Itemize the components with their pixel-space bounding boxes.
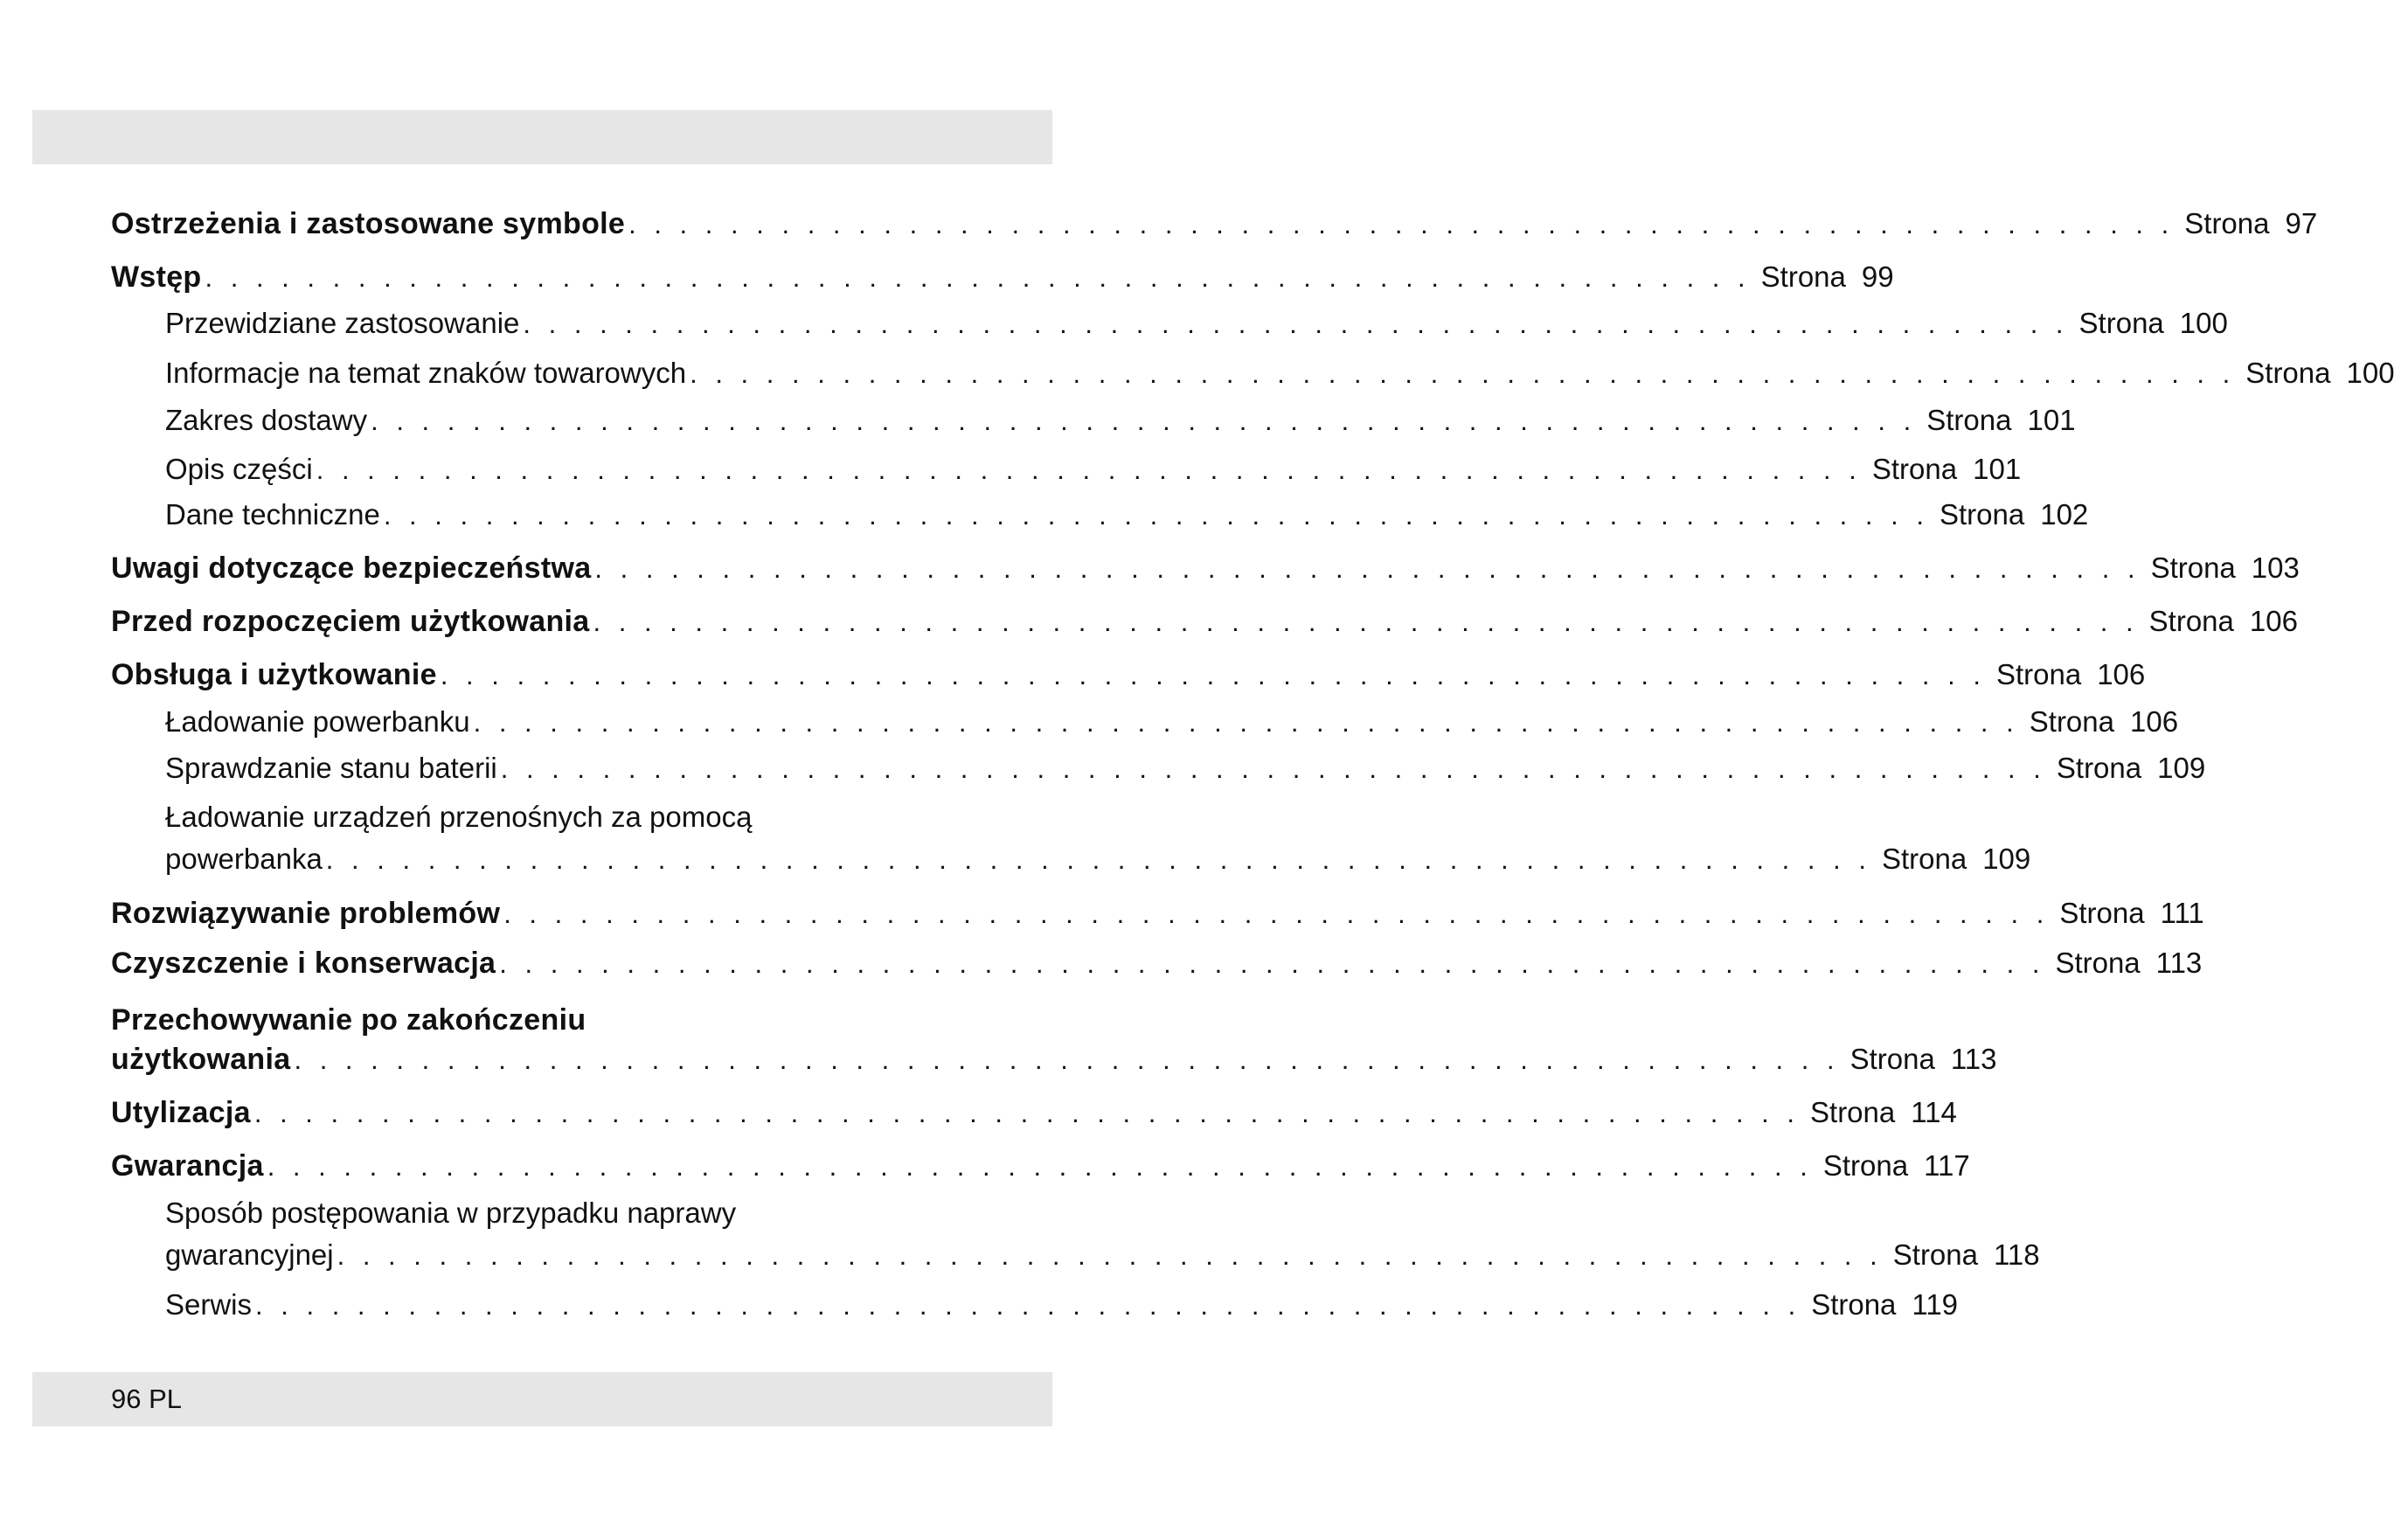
- toc-page-label: Strona: [1849, 1043, 1935, 1075]
- toc-page-label: Strona: [1810, 1096, 1896, 1128]
- toc-page-number: 113: [1950, 1043, 1997, 1075]
- toc-entry-title: Zakres dostawy: [165, 404, 368, 436]
- toc-entry-title: Informacje na temat znaków towarowych: [165, 357, 687, 389]
- toc-entry-title: Obsługa i użytkowanie: [111, 658, 437, 691]
- toc-page-number: 99: [1861, 260, 1894, 293]
- toc-page-number: 101: [1973, 453, 2022, 485]
- toc-page-number: 109: [1982, 843, 2031, 875]
- toc-dot-leader: . . . . . . . . . . . . . . . . . . . . . . . . . . . . . . . . . . . . . . . . . . . . . . . . . . . . . . . . . . . . .: [205, 262, 1751, 293]
- toc-dot-leader: . . . . . . . . . . . . . . . . . . . . . . . . . . . . . . . . . . . . . . . . . . . . . . . . . . . . . . . . . . . . .: [371, 406, 1917, 436]
- toc-dot-leader: . . . . . . . . . . . . . . . . . . . . . . . . . . . . . . . . . . . . . . . . . . . . . . . . . . . . . . . . . . . . .: [499, 948, 2045, 979]
- toc-entry-title: użytkowania: [111, 1043, 291, 1076]
- toc-entry-title: Ostrzeżenia i zastosowane symbole: [111, 207, 626, 240]
- toc-page-label: Strona: [2055, 947, 2141, 979]
- toc-entry-title: Przewidziane zastosowanie: [165, 307, 520, 339]
- toc-dot-leader: . . . . . . . . . . . . . . . . . . . . . . . . . . . . . . . . . . . . . . . . . . . . . . . . . . . . . . . . . . . . .: [325, 844, 1871, 875]
- toc-dot-leader: . . . . . . . . . . . . . . . . . . . . . . . . . . . . . . . . . . . . . . . . . . . . . . . . . . . . . . . . . . . . .: [337, 1240, 1883, 1271]
- toc-entry[interactable]: [165, 452, 2022, 488]
- toc-entry[interactable]: [111, 657, 2146, 693]
- toc-dot-leader: . . . . . . . . . . . . . . . . . . . . . . . . . . . . . . . . . . . . . . . . . . . . . . . . . . . . . . . . . . . . .: [294, 1044, 1840, 1075]
- toc-page-number: 106: [2130, 705, 2179, 738]
- toc-entry[interactable]: [165, 751, 2206, 787]
- toc-dot-leader: . . . . . . . . . . . . . . . . . . . . . . . . . . . . . . . . . . . . . . . . . . . . . . . . . . . . . . . . . . . . .: [503, 898, 2050, 929]
- toc-entry[interactable]: [111, 206, 2318, 242]
- toc-page-label: Strona: [2150, 551, 2236, 584]
- footer-page-number: 96: [111, 1384, 142, 1414]
- toc-entry[interactable]: [111, 551, 2300, 586]
- toc-entry-title: Ładowanie powerbanku: [165, 705, 470, 738]
- toc-page-number: 109: [2157, 752, 2206, 784]
- toc-entry[interactable]: [165, 1287, 1959, 1323]
- toc-page-label: Strona: [2245, 357, 2331, 389]
- toc-entry-title-line1: Przechowywanie po zakończeniu: [111, 1003, 586, 1037]
- toc-entry[interactable]: [111, 1148, 1970, 1184]
- toc-page-number: 114: [1911, 1096, 1957, 1128]
- toc-entry-title-line1: Sposób postępowania w przypadku naprawy: [165, 1197, 737, 1229]
- toc-dot-leader: . . . . . . . . . . . . . . . . . . . . . . . . . . . . . . . . . . . . . . . . . . . . . . . . . . . . . . . . . . . . .: [690, 358, 2236, 389]
- toc-entry[interactable]: [165, 497, 2089, 533]
- toc-page-number: 101: [2027, 404, 2076, 436]
- toc-page-number: 111: [2160, 897, 2204, 929]
- toc-dot-leader: . . . . . . . . . . . . . . . . . . . . . . . . . . . . . . . . . . . . . . . . . . . . . . . . . . . . . . . . . . . . .: [316, 454, 1862, 485]
- toc-page-number: 100: [2346, 357, 2395, 389]
- toc-entry[interactable]: [111, 896, 2204, 932]
- toc-page-number: 117: [1924, 1149, 1970, 1182]
- toc-page-label: Strona: [1760, 260, 1846, 293]
- toc-entry-title: Serwis: [165, 1288, 253, 1321]
- toc-entry[interactable]: [165, 306, 2228, 342]
- toc-dot-leader: . . . . . . . . . . . . . . . . . . . . . . . . . . . . . . . . . . . . . . . . . . . . . . . . . . . . . . . . . . . . .: [593, 607, 2139, 637]
- toc-page-label: Strona: [2184, 207, 2270, 239]
- page-footer: [111, 1383, 182, 1416]
- toc-page-number: 100: [2179, 307, 2228, 339]
- toc-entry-title: Gwarancja: [111, 1149, 264, 1183]
- toc-entry[interactable]: [111, 1095, 1957, 1131]
- toc-entry-title: Opis części: [165, 453, 313, 485]
- toc-entry[interactable]: [165, 403, 2076, 439]
- toc-page-label: Strona: [2029, 705, 2114, 738]
- toc-entry-title: Uwagi dotyczące bezpieczeństwa: [111, 551, 592, 585]
- toc-page-number: 97: [2285, 207, 2318, 239]
- toc-dot-leader: . . . . . . . . . . . . . . . . . . . . . . . . . . . . . . . . . . . . . . . . . . . . . . . . . . . . . . . . . . . . .: [383, 500, 1929, 531]
- footer-band: [32, 1372, 1052, 1426]
- toc-dot-leader: . . . . . . . . . . . . . . . . . . . . . . . . . . . . . . . . . . . . . . . . . . . . . . . . . . . . . . . . . . . . .: [255, 1290, 1801, 1321]
- toc-page-number: 106: [2249, 605, 2298, 637]
- toc-entry-title: Czyszczenie i konserwacja: [111, 947, 496, 980]
- toc-entry-title: Sprawdzanie stanu baterii: [165, 752, 497, 784]
- toc-page-number: 118: [1994, 1238, 2040, 1271]
- toc-page-label: Strona: [1811, 1288, 1897, 1321]
- toc-entry[interactable]: [111, 260, 1894, 295]
- toc-page-label: Strona: [2059, 897, 2145, 929]
- toc-dot-leader: . . . . . . . . . . . . . . . . . . . . . . . . . . . . . . . . . . . . . . . . . . . . . . . . . . . . . . . . . . . . .: [440, 660, 1986, 690]
- toc-page-label: Strona: [1995, 658, 2082, 690]
- toc-entry-title: powerbanka: [165, 843, 323, 875]
- toc-dot-leader: . . . . . . . . . . . . . . . . . . . . . . . . . . . . . . . . . . . . . . . . . . . . . . . . . . . . . . . . . . . . .: [267, 1151, 1813, 1182]
- toc-entry-title: Wstęp: [111, 260, 202, 294]
- toc-dot-leader: . . . . . . . . . . . . . . . . . . . . . . . . . . . . . . . . . . . . . . . . . . . . . . . . . . . . . . . . . . . . .: [594, 553, 2141, 584]
- toc-dot-leader: . . . . . . . . . . . . . . . . . . . . . . . . . . . . . . . . . . . . . . . . . . . . . . . . . . . . . . . . . . . . .: [473, 707, 2019, 738]
- toc-dot-leader: . . . . . . . . . . . . . . . . . . . . . . . . . . . . . . . . . . . . . . . . . . . . . . . . . . . . . . . . . . . . .: [500, 753, 2046, 784]
- toc-page-number: 102: [2040, 498, 2089, 531]
- toc-entry[interactable]: [165, 704, 2179, 740]
- toc-dot-leader: . . . . . . . . . . . . . . . . . . . . . . . . . . . . . . . . . . . . . . . . . . . . . . . . . . . . . . . . . . . . .: [523, 309, 2069, 339]
- toc-page-label: Strona: [1939, 498, 2025, 531]
- toc-dot-leader: . . . . . . . . . . . . . . . . . . . . . . . . . . . . . . . . . . . . . . . . . . . . . . . . . . . . . . . . . . . . .: [628, 209, 2175, 239]
- toc-entry-title: Rozwiązywanie problemów: [111, 897, 501, 930]
- toc-entry-title: Utylizacja: [111, 1096, 251, 1129]
- toc-page-label: Strona: [1881, 843, 1967, 875]
- toc-page-number: 103: [2251, 551, 2300, 584]
- toc-entry-title: Przed rozpoczęciem użytkowania: [111, 605, 590, 638]
- toc-entry[interactable]: [111, 1042, 1997, 1078]
- toc-page-label: Strona: [2148, 605, 2234, 637]
- toc-page-number: 106: [2097, 658, 2146, 690]
- toc-entry[interactable]: [165, 842, 2031, 877]
- toc-dot-leader: . . . . . . . . . . . . . . . . . . . . . . . . . . . . . . . . . . . . . . . . . . . . . . . . . . . . . . . . . . . . .: [253, 1098, 1801, 1128]
- toc-page-number: 119: [1912, 1288, 1959, 1321]
- toc-entry[interactable]: [111, 604, 2298, 640]
- toc-page-label: Strona: [2078, 307, 2164, 339]
- toc-page-number: 113: [2155, 947, 2203, 979]
- toc-entry-title: gwarancyjnej: [165, 1238, 334, 1271]
- toc-page-label: Strona: [1822, 1149, 1909, 1182]
- toc-entry[interactable]: [165, 356, 2395, 392]
- toc-entry-title: Dane techniczne: [165, 498, 380, 531]
- toc-entry[interactable]: [111, 946, 2203, 982]
- toc-entry-title-line1: Ładowanie urządzeń przenośnych za pomocą: [165, 801, 753, 833]
- toc-page-label: Strona: [1871, 453, 1958, 485]
- toc-page-label: Strona: [1892, 1238, 1978, 1271]
- footer-language: PL: [149, 1384, 183, 1414]
- toc-page-label: Strona: [2056, 752, 2142, 784]
- toc-entry[interactable]: [165, 1238, 2040, 1273]
- toc-page-label: Strona: [1926, 404, 2012, 436]
